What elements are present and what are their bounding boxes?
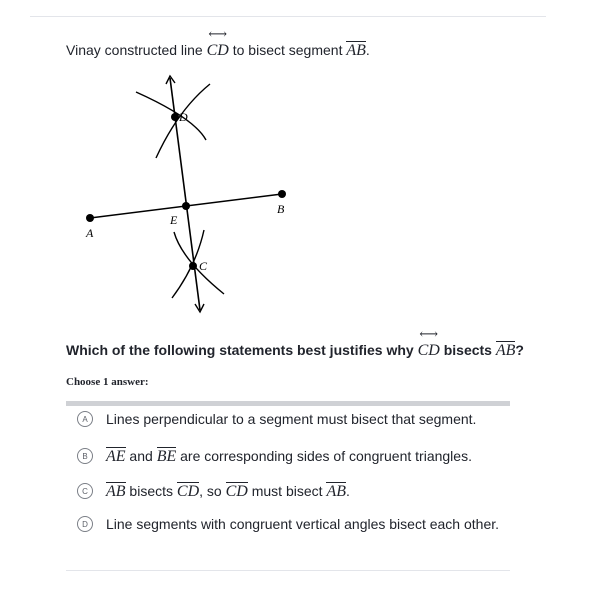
label-b: B: [277, 202, 285, 216]
label-e: E: [170, 213, 178, 227]
choice-c-text-4: .: [345, 483, 350, 499]
prompt-text-end: .: [365, 42, 370, 58]
label-d: D: [179, 110, 188, 124]
choice-b-text: [106, 446, 472, 466]
point-e: [182, 202, 190, 210]
point-b: [278, 190, 286, 198]
construction-figure: [74, 70, 304, 320]
question-segment-ab: AB: [495, 342, 516, 359]
segment-ab-label: AB: [346, 42, 366, 59]
choice-c-radio[interactable]: C: [77, 483, 93, 499]
choice-c-segment-cd-2: CD: [225, 483, 248, 500]
choice-b[interactable]: [66, 441, 510, 471]
choice-a-text: Lines perpendicular to a segment must bisect that segment.: [106, 411, 477, 427]
choice-c-segment-cd: CD: [176, 483, 200, 500]
choose-label: Choose 1 answer:: [66, 376, 149, 388]
bottom-divider: [66, 570, 510, 571]
prompt-text-start: Vinay constructed line: [66, 42, 207, 58]
choice-b-and: and: [125, 448, 157, 464]
question-line-cd: ⟷ CD: [418, 341, 440, 361]
choice-b-radio[interactable]: B: [77, 448, 93, 464]
choice-c-text-1: bisects: [125, 483, 177, 499]
choice-c-segment-ab: AB: [106, 483, 126, 500]
choice-a[interactable]: [66, 404, 510, 434]
choice-b-rest: are corresponding sides of congruent triangles.: [176, 448, 472, 464]
question-text-start: Which of the following statements best justifies why: [66, 342, 418, 358]
point-c: [189, 262, 197, 270]
label-c: C: [199, 259, 208, 273]
choice-d-text: Line segments with congruent vertical angles bisect each other.: [106, 516, 500, 532]
question-text: [66, 340, 524, 361]
choice-d[interactable]: [66, 509, 510, 539]
prompt-text-middle: to bisect segment: [228, 42, 347, 58]
line-cd-label: ⟷ CD: [207, 41, 229, 61]
top-divider: [30, 16, 546, 17]
point-d: [171, 113, 179, 121]
arc-d-left: [136, 92, 206, 140]
choice-b-segment-ae: AE: [106, 448, 126, 465]
choice-c-segment-ab-2: AB: [326, 483, 346, 500]
choice-a-radio[interactable]: A: [77, 411, 93, 427]
label-a: A: [86, 226, 94, 240]
choice-c-text-2: , so: [199, 483, 226, 499]
point-a: [86, 214, 94, 222]
choice-b-segment-be: BE: [156, 448, 177, 465]
question-text-middle: bisects: [439, 342, 496, 358]
question-text-end: ?: [515, 342, 524, 358]
problem-prompt: [66, 40, 370, 61]
choice-d-radio[interactable]: D: [77, 516, 93, 532]
choice-c[interactable]: [66, 476, 510, 506]
choice-c-text-3: must bisect: [247, 483, 327, 499]
choice-c-text: [106, 481, 350, 501]
